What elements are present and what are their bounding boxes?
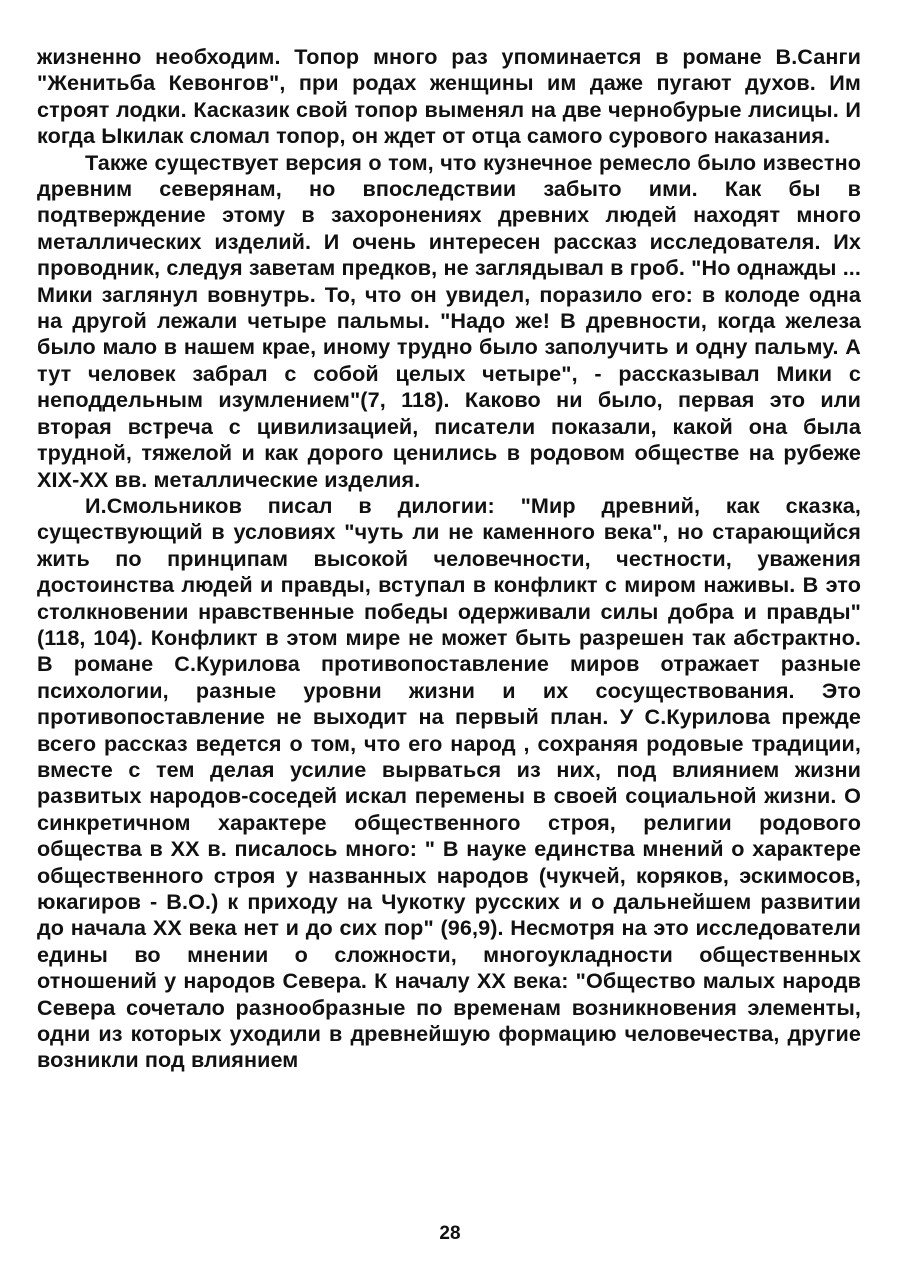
page-body bbox=[37, 44, 861, 1074]
page-number: 28 bbox=[439, 1223, 461, 1244]
paragraph-3: И.Смольников писал в дилогии: "Мир древний, как сказка, существующий в условиях "чуть ли не каменного века", но старающийся жить по принципам высокой человечности, честности, уважения достоинства людей и правды, вступал в конфликт с миром наживы. В это столкновении нравственные победы одерживали силы добра и правды"(118, 104). Конфликт в этом мире не может быть разрешен так абстрактно. В романе С.Курилова противопоставление миров отражает разные психологии, разные уровни жизни и их сосуществования. Это противопоставление не выходит на первый план. У С.Курилова прежде всего рассказ ведется о том, что его народ , сохраняя родовые традиции, вместе с тем делая усилие вырваться из них, под влиянием жизни развитых народов-соседей искал перемены в своей социальной жизни. О синкретичном характере общественного строя, религии родового общества в XX в. писалось много: " В науке единства мнений о характере общественного строя у названных народов (чукчей, коряков, эскимосов, юкагиров - В.О.) к приходу на Чукотку русских и о дальнейшем развитии до начала XX века нет и до сих пор" (96,9). Несмотря на это исследователи едины во мнении о сложности, многоукладности общественных отношений у народов Севера. К началу XX века: "Общество малых народв Севера сочетало разнообразные по временам возникновения элементы, одни из которых уходили в древнейшую формацию человечества, другие возникли под влиянием bbox=[37, 492, 861, 1073]
paragraph-2: Также существует версия о том, что кузнечное ремесло было известно древним северянам, но впоследствии забыто ими. Как бы в подтверждение этому в захоронениях древних людей находят много металлических изделий. И очень интересен рассказ исследователя. Их проводник, следуя заветам предков, не заглядывал в гроб. "Но однажды ... Мики заглянул вовнутрь. То, что он увидел, поразило его: в колоде одна на другой лежали четыре пальмы. "Надо же! В древности, когда железа было мало в нашем крае, иному трудно было заполучить и одну пальму. А тут человек забрал с собой целых четыре", - рассказывал Мики с неподдельным изумлением"(7, 118). Каково ни было, первая это или вторая встреча с цивилизацией, писатели показали, какой она была трудной, тяжелой и как дорого ценились в родовом обществе на рубеже XIX-XX вв. металлические изделия. bbox=[37, 149, 861, 492]
paragraph-1: жизненно необходим. Топор много раз упоминается в романе В.Санги "Женитьба Кевонгов", при родах женщины им даже пугают духов. Им строят лодки. Касказик свой топор выменял на две чернобурые лисицы. И когда Ыкилак сломал топор, он ждет от отца самого сурового наказания. bbox=[37, 44, 861, 149]
